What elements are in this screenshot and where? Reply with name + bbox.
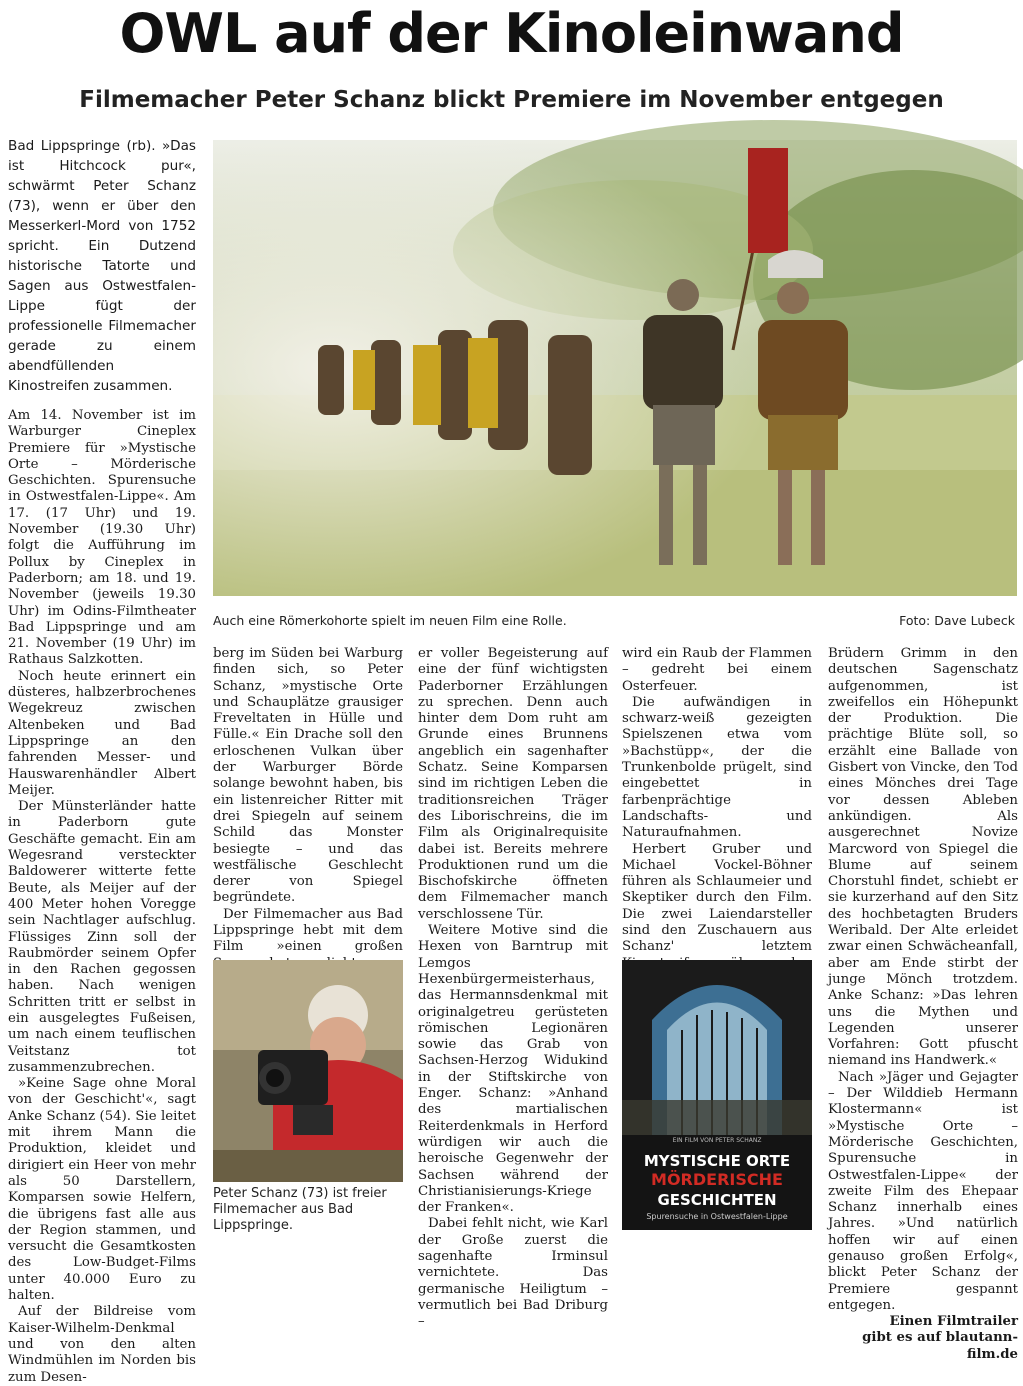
main-photo <box>213 140 1017 596</box>
poster-small-text: EIN FILM VON PETER SCHANZ <box>672 1137 762 1144</box>
column-2 <box>213 646 403 955</box>
paragraph: er voller Begeisterung auf eine der fünf wichtigsten Paderborner Erzählungen zu sprechen. Denn auch hinter dem Dom ruht am Grunde eines Brunnens angeblich ein sagenhafter Schatz. Seine Komparsen sind im richtigen Leben die traditionsreichen Träger des Liborischreins, die im Film als Originalrequisite dabei ist. Bereits mehrere Produktionen rund um die Bischofskirche öffneten dem Filmemacher manch verschlossene Tür. <box>418 646 608 922</box>
poster-title-line-2: MÖRDERISCHE <box>651 1170 783 1189</box>
poster-subtitle: Spurensuche in Ostwestfalen-Lippe <box>646 1212 788 1221</box>
poster-title-line-3: GESCHICHTEN <box>657 1191 777 1209</box>
headline: OWL auf der Kinoleinwand <box>119 2 904 65</box>
movie-poster <box>622 960 812 1230</box>
paragraph: Der Filmemacher aus Bad Lippspringe hebt mit dem Film »einen großen <box>213 906 403 955</box>
portrait-photo <box>213 960 403 1182</box>
poster-title-line-1: MYSTISCHE ORTE <box>643 1152 791 1170</box>
main-photo-caption: Auch eine Römerkohorte spielt im neuen Film eine Rolle. <box>213 613 567 628</box>
paragraph: Dabei fehlt nicht, wie Karl der Große zuerst die sagenhafte Irminsul vernichtete. Das germanische Heiligtum – vermutlich bei Bad Driburg – <box>418 1216 608 1330</box>
column-5 <box>828 646 1018 1362</box>
paragraph: Noch heute erinnert ein düsteres, halbzerbrochenes Wegekreuz zwischen Altenbeken und Bad Lippspringe an den fahrenden Messer- und Hauswarenhändler Albert Meijer. <box>8 668 196 798</box>
column-3 <box>418 646 608 1330</box>
paragraph: Herbert Gruber und Michael Vockel-Böhner führen als Schlaumeier und Skeptiker durch den Film. Die zwei Laiendarsteller sind den Zuschauern aus Schanz' letztem <box>622 841 812 955</box>
main-photo-credit: Foto: Dave Lubeck <box>899 613 1015 628</box>
paragraph: wird ein Raub der Flammen – gedreht bei einem Osterfeuer. <box>622 646 812 694</box>
lead-paragraph: Bad Lippspringe (rb). »Das ist Hitchcock pur«, schwärmt Peter Schanz (73), wenn er über den Messerkerl-Mord von 1752 spricht. Ein Dutzend historische Tatorte und Sagen aus Ostwestfalen-Lippe fügt der professionelle Filmemacher gerade zu einem abendfüllenden Kinostreifen zusammen. <box>8 138 196 394</box>
gate-image <box>622 960 812 1135</box>
paragraph: berg im Süden bei Warburg finden sich, so Peter Schanz, »mystische Orte und Schauplätze grausiger Freveltaten in Hülle und Fülle.« Ein Drache soll den erloschenen Vulkan über der Warburger Börde solange bewohnt haben, bis ein listenreicher Ritter mit drei Spiegeln auf seinem Schild das Monster besiegte – und das westfälische Geschlecht derer von Spiegel begründete. <box>213 646 403 906</box>
signoff-line-2: gibt es auf blautann-film.de <box>862 1330 1018 1362</box>
paragraph: »Keine Sage ohne Moral von der Geschicht'«, sagt Anke Schanz (54). Sie leitet mit ihrem Mann die Produktion, kleidet und dirigiert ein Heer von mehr als 50 Darstellern, Komparsen sowie Helfern, die übrigens fast alle aus der Region stammen, und versucht die Gesamtkosten des Low-Budget-Films unter 40.000 Euro zu halten. <box>8 1076 196 1304</box>
portrait-photo-caption: Peter Schanz (73) ist freier Filmemacher aus Bad Lippspringe. <box>213 1186 387 1233</box>
roman-cohort-image <box>213 140 1017 596</box>
portrait-image <box>213 960 403 1182</box>
paragraph: Am 14. November ist im Warburger Cineplex Premiere für »Mystische Orte – Mörderische Geschichten. Spurensuche in Ostwestfalen-Lippe«. Am 17. (17 Uhr) und 19. November (19.30 Uhr) folgt die Aufführung im Pollux by Cineplex in Paderborn; am 18. und 19. November (jeweils 19.30 Uhr) im Odins-Filmtheater Bad Lippspringe und am 21. November (19 Uhr) im Rathaus Salzkotten. <box>8 408 196 668</box>
paragraph: Der Münsterländer hatte in Paderborn gute Geschäfte gemacht. Ein am Wegesrand versteckter Baldowerer witterte fette Beute, als Meijer auf der 400 Meter hohen Voregge sein Nachtlager aufschlug. Flüssiges Zinn soll der Raubmörder seinem Opfer in den Rachen gegossen haben. Nach wenigen Schritten tritt er selbst in ein ausgelegtes Fußeisen, um nach einem teuflischen Veitstanz tot zusammenzubrechen. <box>8 799 196 1075</box>
paragraph: Nach »Jäger und Gejagter – Der Wilddieb Hermann Klostermann« ist »Mystische Orte – Mörderische Geschichten, Spurensuche in Ostwestfalen-Lippe« der zweite Film des Ehepaar Schanz innerhalb eines Jahres. »Und natürlich hoffen wir auf einen genauso großen Erfolg«, blickt Peter Schanz der Premiere gespannt entgegen. <box>828 1069 1018 1313</box>
paragraph: Brüdern Grimm in den deutschen Sagenschatz aufgenommen, ist zweifellos ein Höhepunkt der Produktion. Die prächtige Blüte soll, so erzählt eine Ballade von Gisbert von Vincke, den Tod eines Mönches drei Tage vor dessen Ableben ankündigen. Als ausgerechnet Novize Marcword von Spiegel die Blume auf seinem Chorstuhl findet, schiebt er sie kurzerhand auf den Sitz des hochbetagten Bruders Weribald. Der Alte erleidet zwar einen Schwächeanfall, aber am Ende stirbt der junge Mönch trotzdem. Anke Schanz: »Das lehren uns die Mythen und Legenden unserer Vorfahren: Gott pfuscht niemand ins Handwerk.« <box>828 646 1018 1069</box>
signoff-line-1: Einen Filmtrailer <box>889 1314 1018 1330</box>
paragraph: Die aufwändigen in schwarz-weiß gezeigten Spielszenen etwa vom »Bachstüpp«, der die Trunkenbolde prügelt, sind eingebettet in farbenprächtige Landschafts- und Naturaufnahmen. <box>622 694 812 841</box>
paragraph: Auf der Bildreise vom Kaiser-Wilhelm-Denkmal und von den alten Windmühlen im Norden bis zum Desen- <box>8 1304 196 1385</box>
paragraph: Weitere Motive sind die Hexen von Barntrup mit Lemgos Hexenbürgermeisterhaus, das Hermannsdenkmal mit originalgetreu gerüsteten römischen Legionären sowie das Grab von Sachsen-Herzog Widukind in der Stiftskirche von Enger. Schanz: »Anhand des martialischen Reiterdenkmals in Herford würdigen wir auch die heroische Gegenwehr der Sachsen während der Christianisierungs-Kriege der Franken«. <box>418 923 608 1216</box>
column-4 <box>622 646 812 955</box>
column-1 <box>8 408 196 1385</box>
subheadline: Filmemacher Peter Schanz blickt Premiere im November entgegen <box>79 87 944 113</box>
